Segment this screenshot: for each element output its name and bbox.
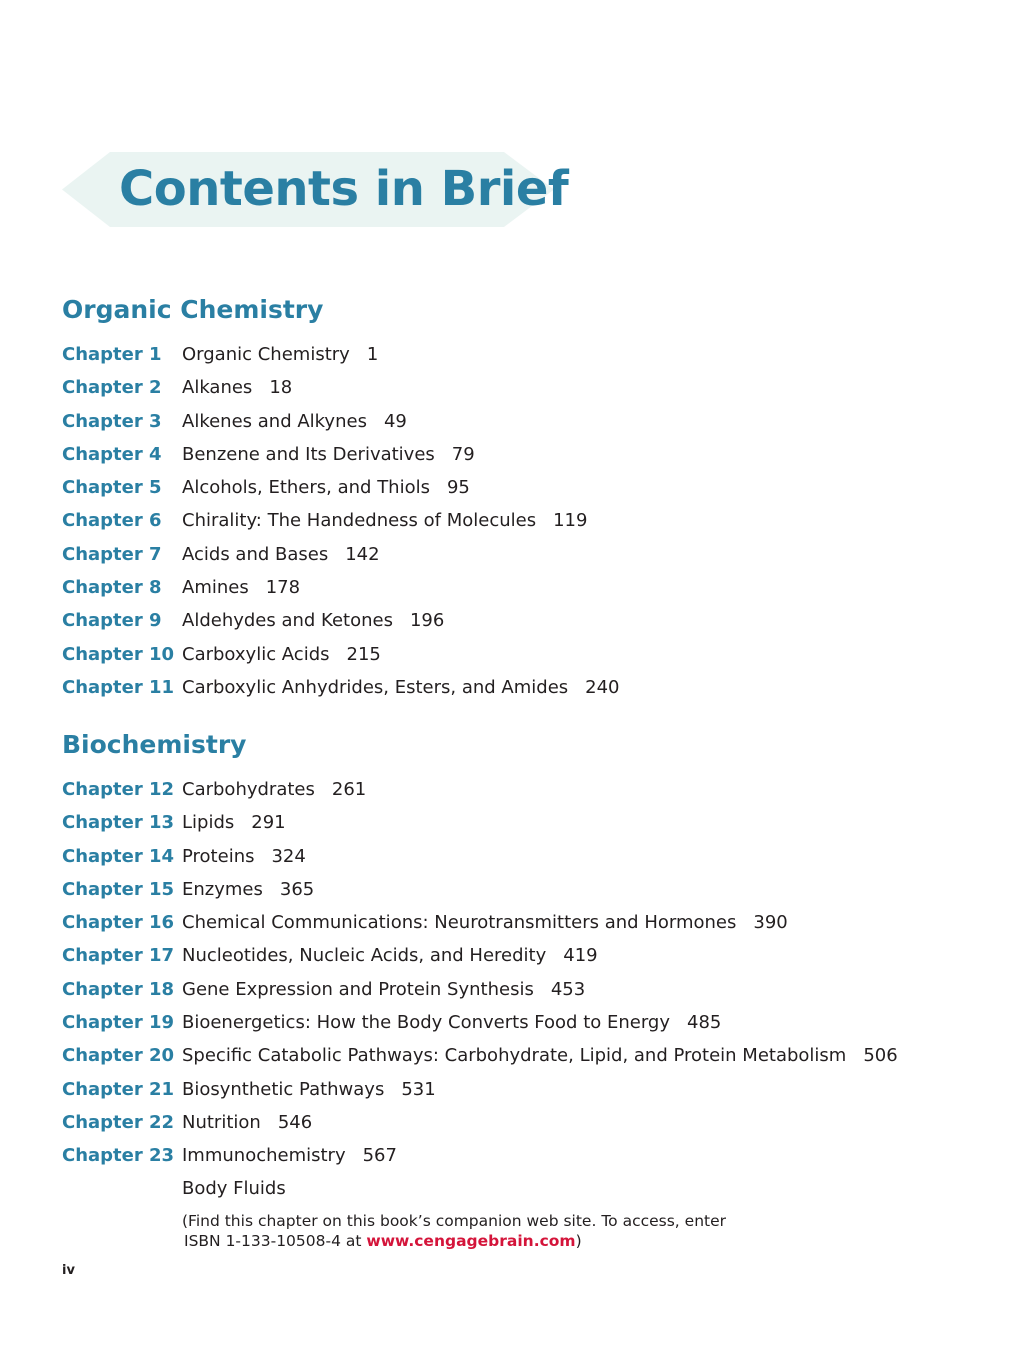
chapter-title: Immunochemistry [182, 1145, 346, 1167]
chapter-label: Chapter 14 [62, 845, 175, 867]
chapter-page-number: 1 [366, 344, 379, 365]
chapter-title: Nucleotides, Nucleic Acids, and Heredity [182, 945, 547, 967]
chapter-label: Chapter 4 [62, 443, 162, 465]
chapter-row [62, 538, 1002, 571]
note-line-1: (Find this chapter on this book’s companion web site. To access, enter [182, 1212, 726, 1230]
note-closing-paren: ) [575, 1232, 582, 1250]
chapter-title: Alcohols, Ethers, and Thiols [182, 477, 430, 499]
chapter-page-number: 261 [331, 779, 367, 800]
chapter-page-number: 240 [585, 676, 620, 698]
section-organic-chemistry [62, 292, 1002, 704]
page-number: iv [62, 1263, 75, 1278]
chapter-row [62, 773, 1002, 806]
companion-site-note [182, 1211, 782, 1251]
chapter-title: Specific Catabolic Pathways: Carbohydrate, Lipid, and Protein Metabolism [182, 1045, 847, 1067]
chapter-label: Chapter 3 [62, 410, 162, 432]
chapter-page-number: 567 [362, 1145, 397, 1167]
chapter-row [62, 405, 1002, 438]
chapter-title: Alkenes and Alkynes [182, 410, 367, 432]
page-title: Contents in Brief [119, 161, 569, 217]
chapter-label: Chapter 12 [62, 779, 175, 800]
chapter-row [62, 1039, 1002, 1072]
chapter-row [62, 504, 1002, 537]
chapter-row [62, 371, 1002, 404]
chapter-label: Chapter 23 [62, 1145, 175, 1167]
chapter-title: Bioenergetics: How the Body Converts Food to Energy [182, 1012, 671, 1034]
chapter-page-number: 79 [451, 443, 475, 465]
chapter-page-number: 291 [251, 812, 286, 834]
chapter-page-number: 119 [553, 510, 588, 532]
chapter-title: Biosynthetic Pathways [182, 1078, 385, 1100]
chapter-page-number: 546 [277, 1111, 313, 1133]
chapter-label: Chapter 8 [62, 577, 162, 599]
chapter-row [62, 571, 1002, 604]
chapter-row [62, 471, 1002, 504]
chapter-row [62, 1006, 1002, 1039]
chapter-row [62, 1139, 1002, 1172]
chapter-label: Chapter 11 [62, 676, 175, 698]
chapter-page-number: 178 [265, 577, 301, 599]
chapter-page-number: 142 [345, 543, 380, 565]
chapter-row [62, 906, 1002, 939]
chapter-page-number: 49 [383, 410, 407, 432]
chapter-title: Benzene and Its Derivatives [182, 443, 435, 465]
chapter-title: Chemical Communications: Neurotransmitters and Hormones [182, 912, 737, 934]
section-title: Biochemistry [62, 730, 247, 759]
chapter-title: Amines [182, 577, 249, 599]
chapter-row [62, 973, 1002, 1006]
chapter-row [62, 1106, 1002, 1139]
chapter-label: Chapter 17 [62, 945, 175, 967]
chapter-page-number: 419 [563, 945, 598, 967]
chapter-row [62, 840, 1002, 873]
chapter-page-number: 215 [346, 643, 381, 665]
chapter-page-number: 453 [550, 978, 586, 1000]
chapter-label: Chapter 18 [62, 978, 175, 1000]
note-line-2 [182, 1231, 782, 1251]
chapter-label: Chapter 20 [62, 1045, 175, 1067]
chapter-title: Chirality: The Handedness of Molecules [182, 510, 537, 532]
chapter-label: Chapter 5 [62, 477, 162, 499]
chapter-page-number: 324 [271, 845, 306, 867]
chapter-title: Proteins [182, 845, 255, 867]
chapter-title: Lipids [182, 812, 235, 834]
chapter-row [62, 604, 1002, 637]
note-isbn-text: ISBN 1-133-10508-4 at [184, 1232, 367, 1250]
chapter-label: Chapter 6 [62, 510, 162, 532]
chapter-title: Gene Expression and Protein Synthesis [182, 978, 534, 1000]
chapter-page-number: 390 [753, 912, 788, 934]
chapter-label: Chapter 19 [62, 1012, 175, 1034]
chapter-title: Carboxylic Acids [182, 643, 330, 665]
chapter-row [62, 1073, 1002, 1106]
chapter-page-number: 18 [269, 377, 293, 399]
chapter-page-number: 196 [409, 610, 445, 632]
chapter-page-number: 506 [863, 1045, 898, 1067]
chapter-title: Aldehydes and Ketones [182, 610, 393, 632]
chapter-title: Carbohydrates [182, 779, 315, 800]
cengagebrain-link[interactable]: www.cengagebrain.com [366, 1232, 576, 1250]
chapter-page-number: 531 [401, 1078, 436, 1100]
chapter-row [62, 873, 1002, 906]
chapter-label: Chapter 1 [62, 344, 162, 365]
chapter-label: Chapter 22 [62, 1111, 175, 1133]
chapter-row [62, 638, 1002, 671]
chapter-page-number: 485 [687, 1012, 722, 1034]
chapter-row [62, 806, 1002, 839]
chapter-label: Chapter 13 [62, 812, 175, 834]
chapter-title: Enzymes [182, 878, 263, 900]
extra-chapter-title: Body Fluids [182, 1178, 286, 1199]
chapter-label: Chapter 7 [62, 543, 162, 565]
title-banner [62, 152, 569, 227]
chapter-list [62, 338, 1002, 704]
section-biochemistry [62, 727, 1002, 1173]
chapter-row [62, 338, 1002, 371]
chapter-title: Organic Chemistry [182, 344, 350, 365]
section-title: Organic Chemistry [62, 295, 324, 324]
chapter-label: Chapter 10 [62, 643, 175, 665]
chapter-label: Chapter 9 [62, 610, 162, 632]
chapter-list [62, 773, 1002, 1173]
chapter-label: Chapter 15 [62, 878, 175, 900]
chapter-row [62, 671, 1002, 704]
chapter-title: Alkanes [182, 377, 253, 399]
chapter-label: Chapter 21 [62, 1078, 175, 1100]
chapter-label: Chapter 16 [62, 912, 175, 934]
chapter-page-number: 365 [279, 878, 315, 900]
chapter-row [62, 438, 1002, 471]
chapter-title: Acids and Bases [182, 543, 329, 565]
chapter-row [62, 939, 1002, 972]
chapter-page-number: 95 [446, 477, 470, 499]
chapter-label: Chapter 2 [62, 377, 162, 399]
chapter-title: Carboxylic Anhydrides, Esters, and Amides [182, 676, 569, 698]
chapter-title: Nutrition [182, 1111, 261, 1133]
